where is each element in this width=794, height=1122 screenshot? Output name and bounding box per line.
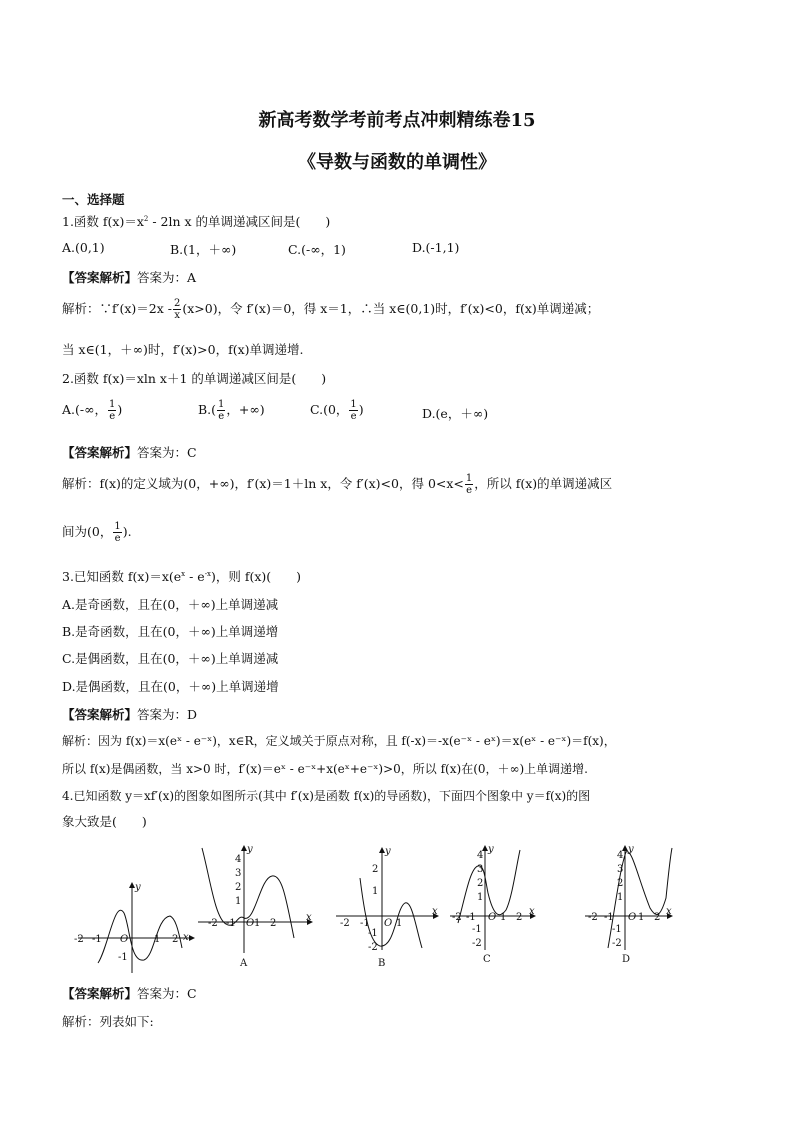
q1-explanation-line2: 当 x∈(1，＋∞)时，f′(x)>0，f(x)单调递增. bbox=[62, 342, 304, 357]
svg-text:O: O bbox=[246, 918, 255, 929]
svg-text:1: 1 bbox=[617, 892, 624, 903]
q2-option-a: A.(-∞， $\frac{1}{e}$ ) bbox=[62, 399, 123, 422]
svg-text:1: 1 bbox=[154, 934, 161, 945]
svg-text:-1: -1 bbox=[612, 924, 622, 935]
svg-text:y: y bbox=[247, 844, 253, 855]
graph-b bbox=[336, 848, 438, 950]
q2-explanation-line2: 间为(0， $\frac{1}{e}$ ). bbox=[62, 521, 132, 544]
question-4-stem-line2: 象大致是( ) bbox=[62, 814, 147, 829]
svg-text:-2: -2 bbox=[588, 912, 598, 923]
svg-text:-1: -1 bbox=[368, 928, 378, 939]
svg-text:y: y bbox=[135, 882, 141, 893]
svg-text:-2: -2 bbox=[74, 934, 84, 945]
svg-text:-2: -2 bbox=[340, 918, 350, 929]
svg-text:1: 1 bbox=[396, 918, 403, 929]
svg-text:x: x bbox=[432, 906, 438, 917]
svg-text:2: 2 bbox=[372, 864, 379, 875]
svg-text:-1: -1 bbox=[360, 918, 370, 929]
q2-option-d: D.(e，＋∞) bbox=[422, 406, 489, 421]
svg-text:-1: -1 bbox=[466, 912, 476, 923]
q3-explanation-line2: 所以 f(x)是偶函数，当 x>0 时，f′(x)＝eˣ - e⁻ˣ+x(eˣ+e⁻ˣ)>0，所以 f(x)在(0，＋∞)上单调递增. bbox=[62, 762, 588, 776]
graph-c bbox=[450, 846, 535, 950]
q2-explanation-line1: 解析：f(x)的定义域为(0，+∞)，f′(x)＝1＋ln x，令 f′(x)<0，得 0<x< $\frac{1}{e}$ ，所以 f(x)的单调递减区 bbox=[62, 473, 613, 496]
svg-text:x: x bbox=[529, 906, 535, 917]
svg-text:A: A bbox=[240, 958, 248, 969]
question-3-stem: 3.已知函数 $f(x)=x(e^x - e^{-x})$，则 f(x)( ) bbox=[62, 569, 302, 584]
svg-text:-1: -1 bbox=[226, 918, 236, 929]
svg-text:-2: -2 bbox=[452, 912, 462, 923]
svg-text:2: 2 bbox=[516, 912, 523, 923]
graph-a bbox=[198, 846, 312, 953]
q2-answer: 【答案解析】答案为：C bbox=[62, 445, 197, 460]
svg-text:4: 4 bbox=[477, 850, 484, 861]
svg-text:1: 1 bbox=[254, 918, 261, 929]
q2-option-b: B.( $\frac{1}{e}$ ，+∞) bbox=[198, 399, 265, 422]
svg-text:-2: -2 bbox=[368, 942, 378, 953]
question-1-stem: 1.函数 $f(x)=x^2 - 2\ln$ x 的单调递减区间是( ) bbox=[62, 214, 331, 229]
page-title: 新高考数学考前考点冲刺精练卷15 bbox=[258, 110, 536, 131]
svg-text:1: 1 bbox=[638, 912, 645, 923]
page-subtitle: 《导数与函数的单调性》 bbox=[298, 152, 496, 173]
q1-option-d: D.(-1,1) bbox=[412, 240, 460, 255]
q3-option-d: D.是偶函数，且在(0，＋∞)上单调递增 bbox=[62, 679, 279, 694]
svg-text:x: x bbox=[183, 932, 189, 943]
svg-text:1: 1 bbox=[235, 896, 242, 907]
svg-text:B: B bbox=[378, 958, 386, 969]
svg-text:3: 3 bbox=[477, 864, 484, 875]
q1-option-c: C.(-∞，1) bbox=[288, 242, 346, 257]
main-graph bbox=[78, 883, 194, 973]
q4-answer: 【答案解析】答案为：C bbox=[62, 986, 197, 1001]
svg-text:2: 2 bbox=[235, 882, 242, 893]
svg-text:-1: -1 bbox=[604, 912, 614, 923]
svg-text:3: 3 bbox=[617, 864, 624, 875]
svg-text:D: D bbox=[622, 954, 631, 965]
svg-text:-2: -2 bbox=[472, 938, 482, 949]
q3-option-b: B.是奇函数，且在(0，＋∞)上单调递增 bbox=[62, 624, 279, 639]
q1-explanation-line1: 解析：∵f′(x)＝2x - $\frac{2}{x}$ (x>0)，令 f′(x)＝0，得 x＝1，∴当 x∈(0,1)时，f′(x)<0，f(x)单调递减； bbox=[62, 298, 600, 321]
svg-text:-2: -2 bbox=[208, 918, 218, 929]
svg-text:1: 1 bbox=[477, 892, 484, 903]
section-heading: 一、选择题 bbox=[62, 192, 125, 207]
q3-option-a: A.是奇函数，且在(0，＋∞)上单调递减 bbox=[62, 597, 279, 612]
svg-text:y: y bbox=[628, 844, 634, 855]
svg-text:4: 4 bbox=[617, 850, 624, 861]
svg-text:-2: -2 bbox=[612, 938, 622, 949]
q1-option-b: B.(1，＋∞) bbox=[170, 242, 237, 257]
svg-text:2: 2 bbox=[172, 934, 179, 945]
q2-option-c: C.(0， $\frac{1}{e}$ ) bbox=[310, 399, 364, 422]
svg-text:-1: -1 bbox=[92, 934, 102, 945]
svg-text:1: 1 bbox=[500, 912, 507, 923]
svg-text:-1: -1 bbox=[118, 952, 128, 963]
q3-answer: 【答案解析】答案为：D bbox=[62, 707, 198, 722]
svg-text:y: y bbox=[488, 844, 494, 855]
question-2-stem: 2.函数 f(x)＝xln x＋1 的单调递减区间是( ) bbox=[62, 371, 327, 386]
q3-option-c: C.是偶函数，且在(0，＋∞)上单调递减 bbox=[62, 651, 279, 666]
q4-graphs bbox=[60, 838, 740, 978]
svg-text:2: 2 bbox=[270, 918, 277, 929]
svg-text:2: 2 bbox=[654, 912, 661, 923]
q3-explanation-line1: 解析：因为 f(x)＝x(eˣ - e⁻ˣ)，x∈R，定义域关于原点对称，且 f(-x)＝-x(e⁻ˣ - eˣ)＝x(eˣ - e⁻ˣ)＝f(x)， bbox=[62, 734, 616, 748]
svg-text:2: 2 bbox=[477, 878, 484, 889]
svg-text:x: x bbox=[306, 912, 312, 923]
svg-text:x: x bbox=[666, 906, 672, 917]
question-4-stem-line1: 4.已知函数 y＝xf′(x)的图象如图所示(其中 f′(x)是函数 f(x)的导函数)，下面四个图象中 y＝f(x)的图 bbox=[62, 789, 591, 803]
svg-text:1: 1 bbox=[372, 886, 379, 897]
svg-text:O: O bbox=[384, 918, 393, 929]
q1-option-a: A.(0,1) bbox=[62, 240, 105, 255]
svg-text:O: O bbox=[628, 912, 637, 923]
svg-text:4: 4 bbox=[235, 854, 242, 865]
graph-d bbox=[585, 846, 672, 950]
svg-text:O: O bbox=[488, 912, 497, 923]
q4-explanation: 解析：列表如下: bbox=[62, 1014, 154, 1029]
svg-text:2: 2 bbox=[617, 878, 624, 889]
svg-text:O: O bbox=[120, 934, 129, 945]
svg-text:C: C bbox=[483, 954, 491, 965]
svg-text:-1: -1 bbox=[472, 924, 482, 935]
svg-text:3: 3 bbox=[235, 868, 242, 879]
svg-text:y: y bbox=[385, 846, 391, 857]
q1-answer: 【答案解析】答案为：A bbox=[62, 270, 197, 285]
